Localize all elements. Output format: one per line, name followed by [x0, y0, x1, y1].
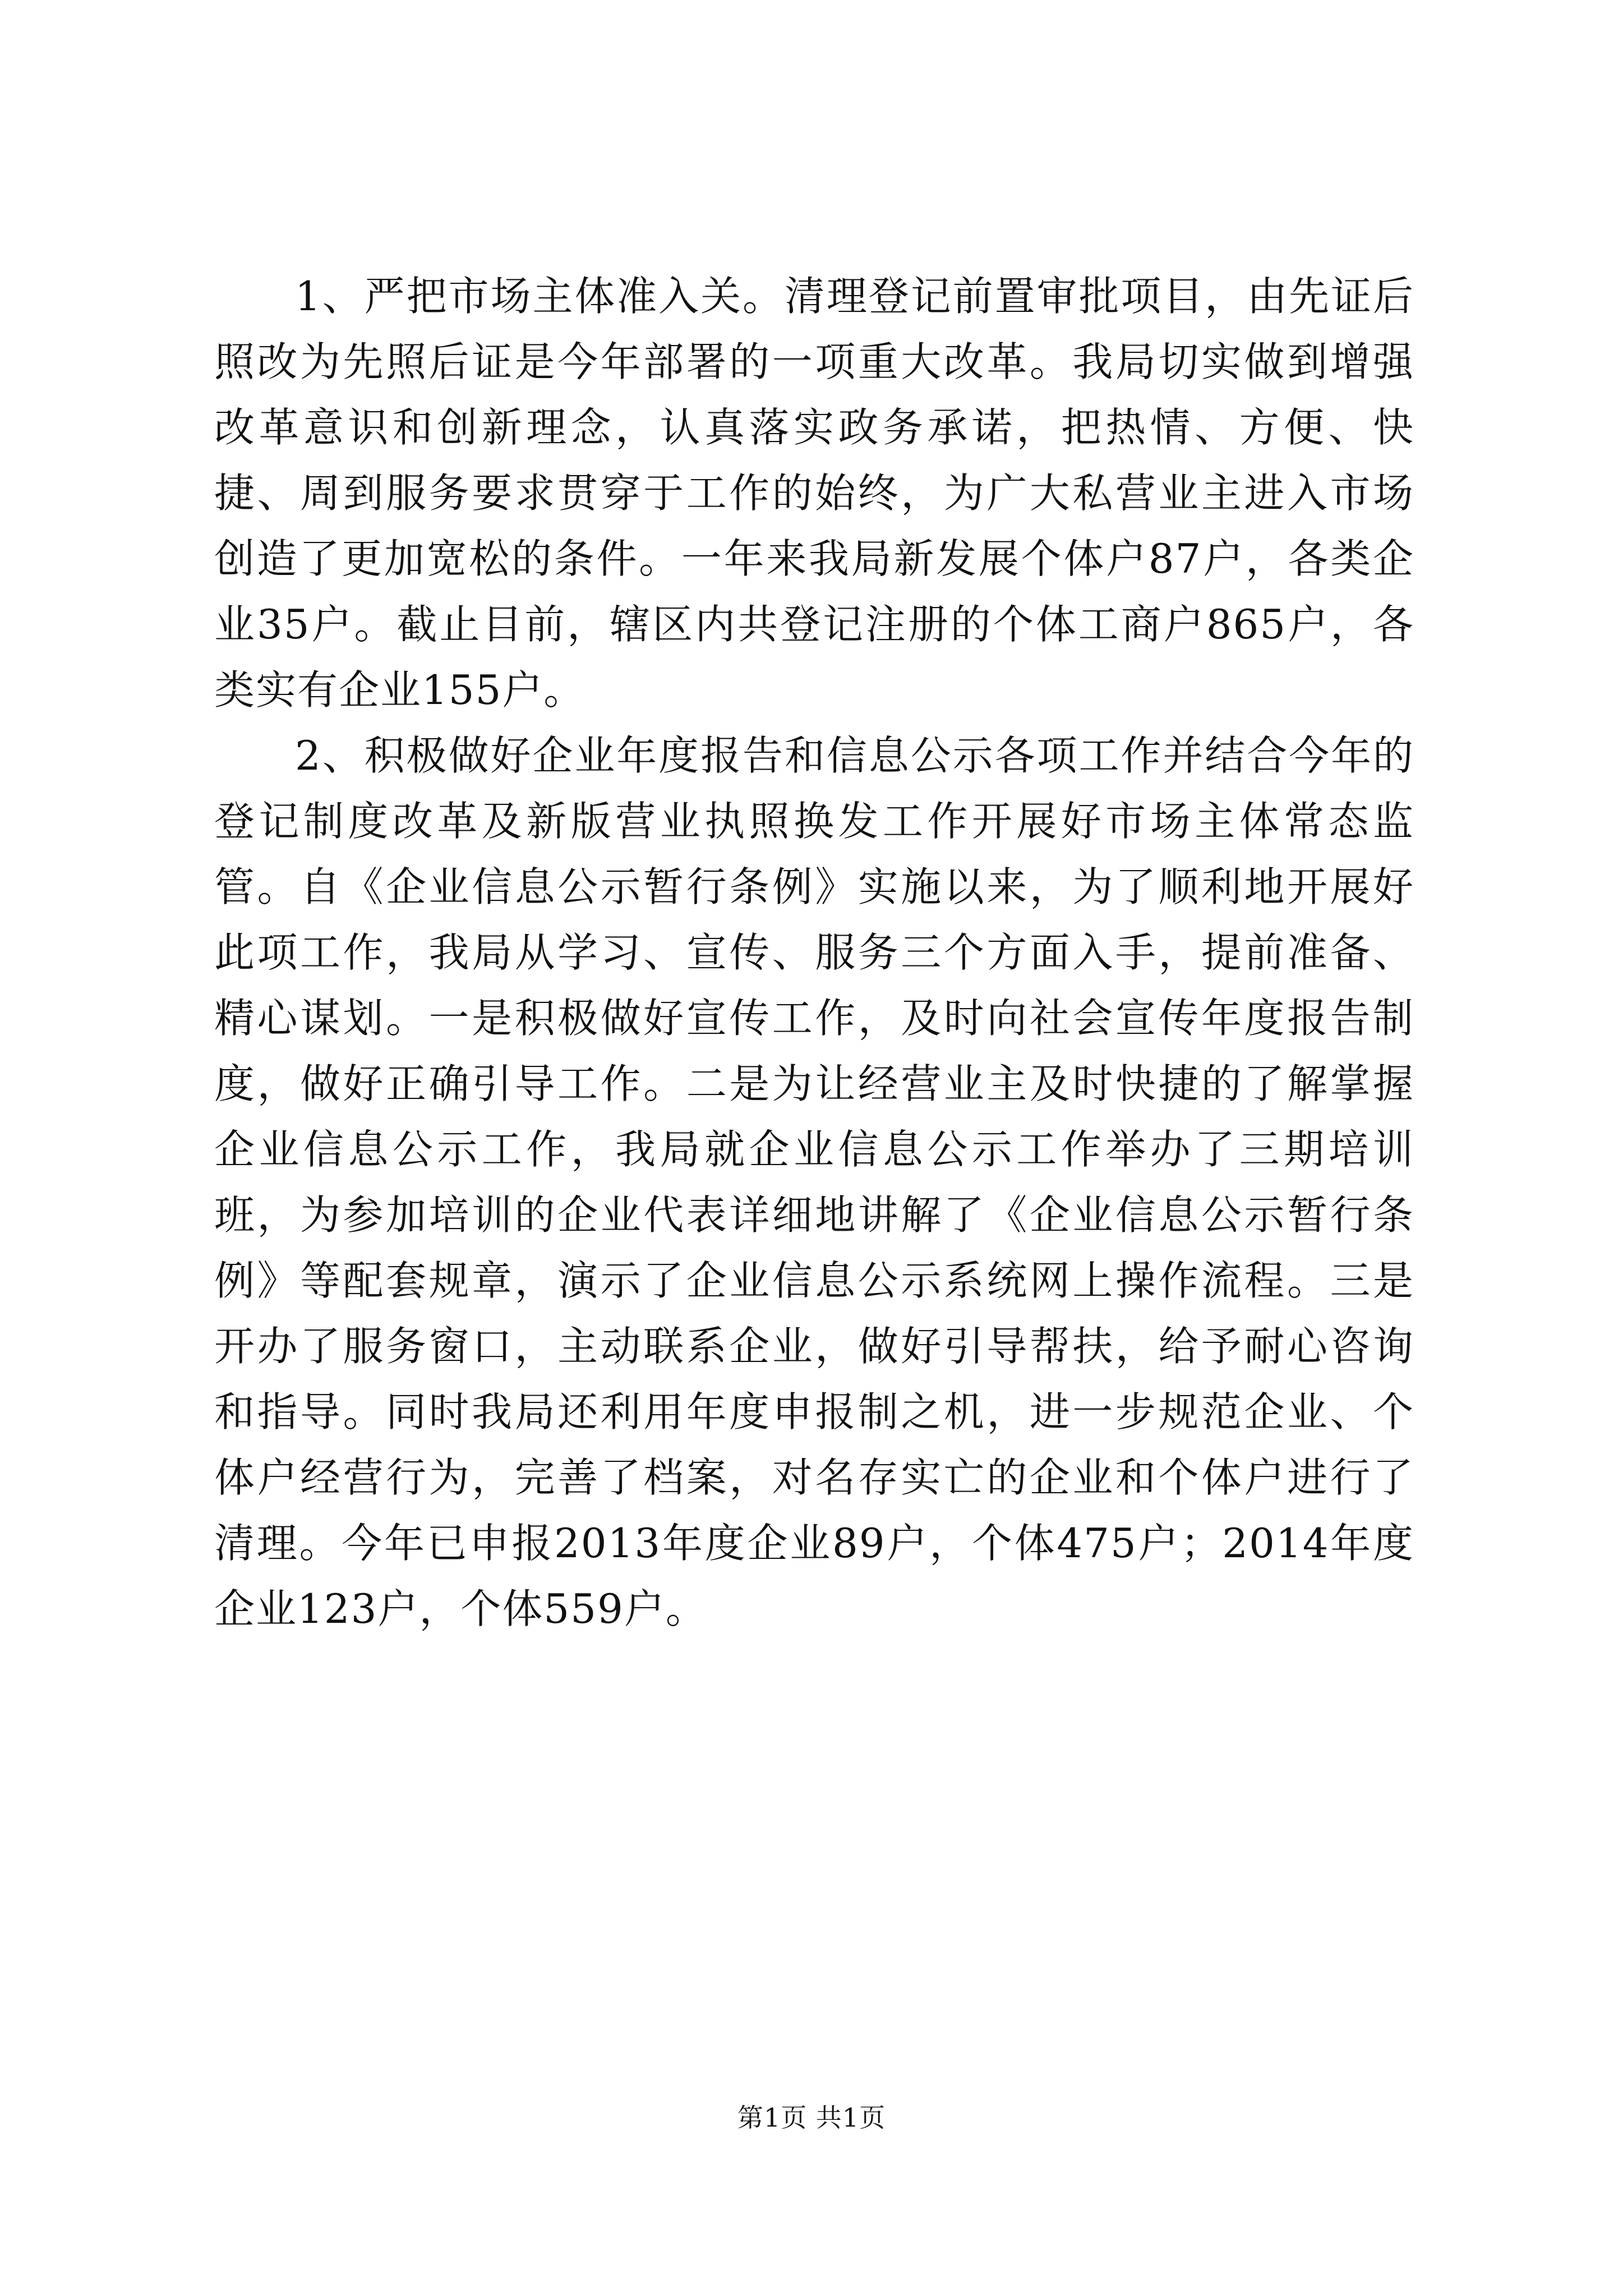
document-body	[214, 264, 1414, 1642]
paragraph-annual-report: 2、积极做好企业年度报告和信息公示各项工作并结合今年的登记制度改革及新版营业执照换发工作开展好市场主体常态监管。自《企业信息公示暂行条例》实施以来，为了顺利地开展好此项工作，我局从学习、宣传、服务三个方面入手，提前准备、精心谋划。一是积极做好宣传工作，及时向社会宣传年度报告制度，做好正确引导工作。二是为让经营业主及时快捷的了解掌握企业信息公示工作，我局就企业信息公示工作举办了三期培训班，为参加培训的企业代表详细地讲解了《企业信息公示暂行条例》等配套规章，演示了企业信息公示系统网上操作流程。三是开办了服务窗口，主动联系企业，做好引导帮扶，给予耐心咨询和指导。同时我局还利用年度申报制之机，进一步规范企业、个体户经营行为，完善了档案，对名存实亡的企业和个体户进行了清理。今年已申报2013年度企业89户，个体475户；2014年度企业123户，个体559户。	[214, 732, 1414, 1632]
page-number-footer: 第1页 共1页	[737, 2102, 886, 2133]
paragraph-market-entry: 1、严把市场主体准入关。清理登记前置审批项目，由先证后照改为先照后证是今年部署的一项重大改革。我局切实做到增强改革意识和创新理念，认真落实政务承诺，把热情、方便、快捷、周到服务要求贯穿于工作的始终，为广大私营业主进入市场创造了更加宽松的条件。一年来我局新发展个体户87户，各类企业35户。截止目前，辖区内共登记注册的个体工商户865户，各类实有企业155户。	[214, 273, 1414, 714]
